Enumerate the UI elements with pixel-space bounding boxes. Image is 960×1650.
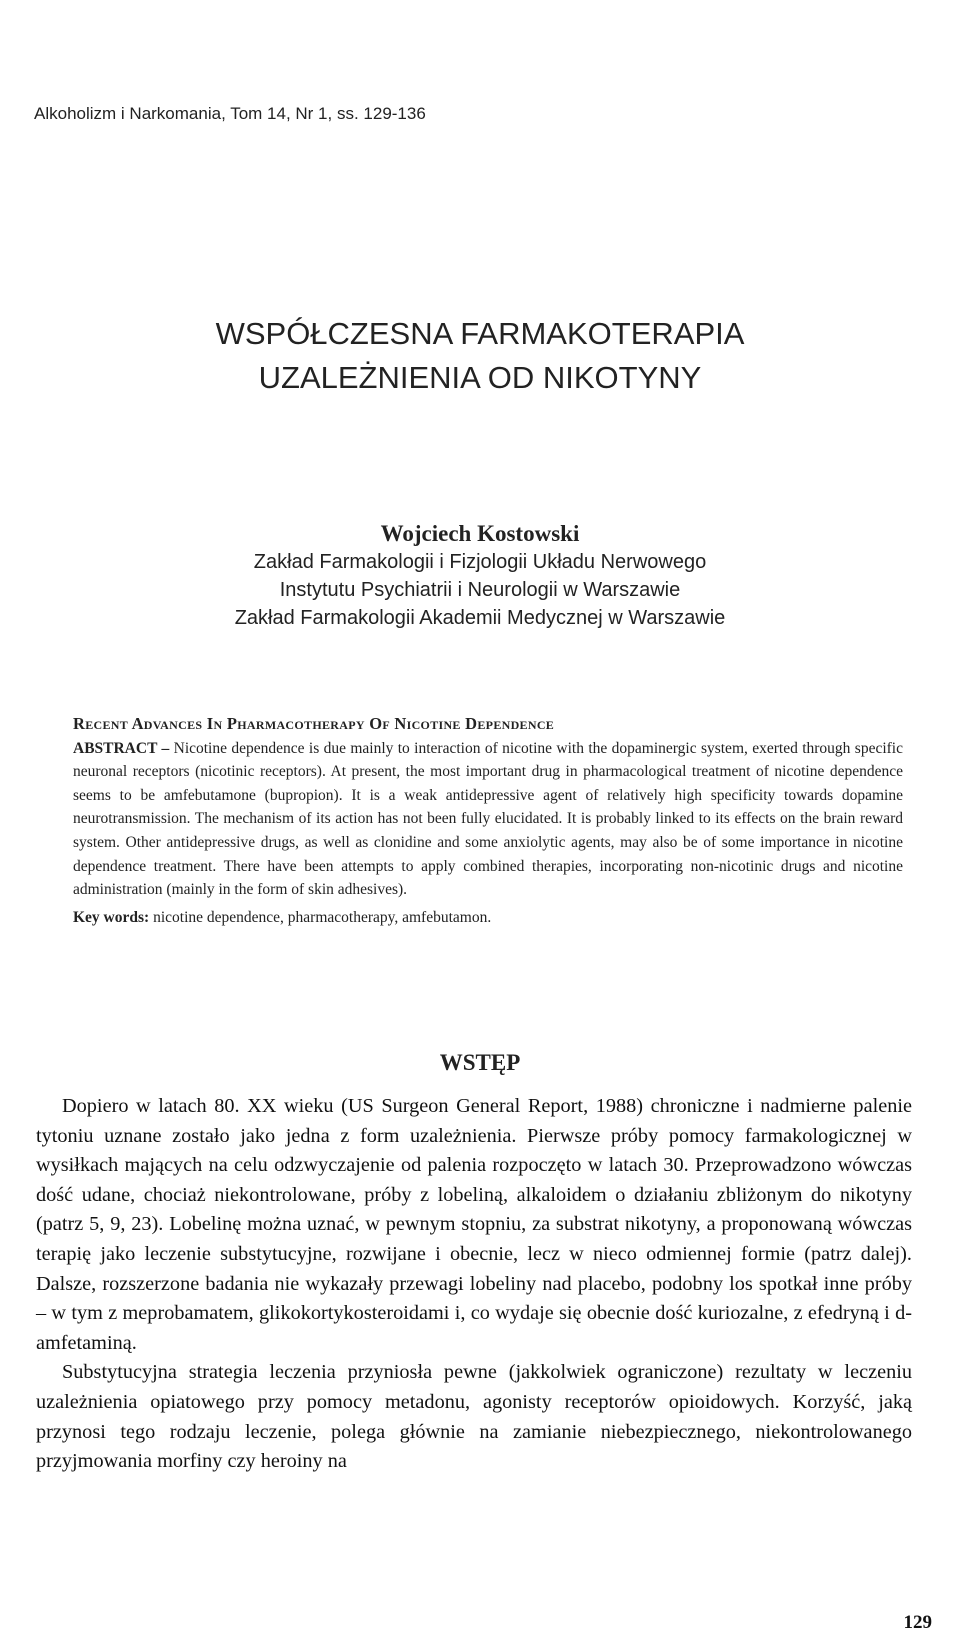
abstract-title: Recent Advances In Pharmacotherapy Of Nicotine Dependence xyxy=(73,714,555,733)
abstract-paragraph xyxy=(73,737,903,902)
journal-citation: Alkoholizm i Narkomania, Tom 14, Nr 1, ss. 129-136 xyxy=(34,104,426,123)
abstract-text: Nicotine dependence is due mainly to interaction of nicotine with the dopaminergic system, exerted through specific neuronal receptors (nicotinic receptors). At present, the most important drug in pharmacological treatment of nicotine dependence seems to be amfebutamone (bupropion). It is a weak antidepressive agent of relatively high specificity towards dopamine neurotransmission. The mechanism of its action has not been fully elucidated. It is probably linked to its effects on the brain reward system. Other antidepressive drugs, as well as clonidine and some anxiolytic agents, may also be of some importance in nicotine dependence treatment. There have been attempts to apply combined therapies, incorporating non-nicotinic drugs and nicotine administration (mainly in the form of skin adhesives). xyxy=(73,739,903,899)
author-block xyxy=(0,520,960,632)
affiliation-1: Zakład Farmakologii i Fizjologii Układu Nerwowego xyxy=(253,551,707,573)
affiliation-3: Zakład Farmakologii Akademii Medycznej w Warszawie xyxy=(234,607,726,629)
section-heading: WSTĘP xyxy=(439,1050,521,1075)
body-paragraph: Substytucyjna strategia leczenia przyniosła pewne (jakkolwiek ograniczone) rezultaty w leczeniu uzależnienia opiatowego przy pomocy metadonu, agonisty receptorów opioidowych. Korzyść, jaką przynosi tego rodzaju leczenie, polega głównie na zamianie niebezpiecznego, niekontrolowanego przyjmowania morfiny czy heroiny na xyxy=(36,1361,912,1473)
abstract-label: ABSTRACT – xyxy=(73,739,174,757)
abstract-block xyxy=(73,712,903,929)
author-name: Wojciech Kostowski xyxy=(380,521,580,546)
page-number: 129 xyxy=(903,1612,932,1633)
body-text xyxy=(36,1092,912,1477)
keywords-text: nicotine dependence, pharmacotherapy, amfebutamon. xyxy=(153,908,492,926)
title-line-2: UZALEŻNIENIA OD NIKOTYNY xyxy=(258,360,702,395)
body-paragraph: Dopiero w latach 80. XX wieku (US Surgeon General Report, 1988) chroniczne i nadmierne palenie tytoniu uznane zostało jako jedna z form uzależnienia. Pierwsze próby pomocy farmakologicznej w wysiłkach mających na celu odzwyczajenie od palenia rozpoczęto w latach 30. Przeprowadzono wówczas dość udane, chociaż niekontrolowane, próby z lobeliną, alkaloidem o działaniu zbliżonym do nikotyny (patrz 5, 9, 23). Lobelinę można uznać, w pewnym stopniu, za substrat nikotyny, a proponowaną wówczas terapię jako leczenie substytucyjne, rozwijane i obecnie, lecz w nieco odmiennej formie (patrz dalej). Dalsze, rozszerzone badania nie wykazały przewagi lobeliny nad placebo, podobny los spotkał inne próby – w tym z meprobamatem, glikokortykosteroidami i, co wydaje się obecnie dość kuriozalne, z efedryną i d-amfetaminą. xyxy=(36,1095,912,1354)
keywords-line xyxy=(73,906,903,930)
keywords-label: Key words: xyxy=(73,908,154,926)
title-line-1: WSPÓŁCZESNA FARMAKOTERAPIA xyxy=(215,316,745,351)
article-title xyxy=(0,312,960,400)
affiliation-2: Instytutu Psychiatrii i Neurologii w Warszawie xyxy=(279,579,681,601)
